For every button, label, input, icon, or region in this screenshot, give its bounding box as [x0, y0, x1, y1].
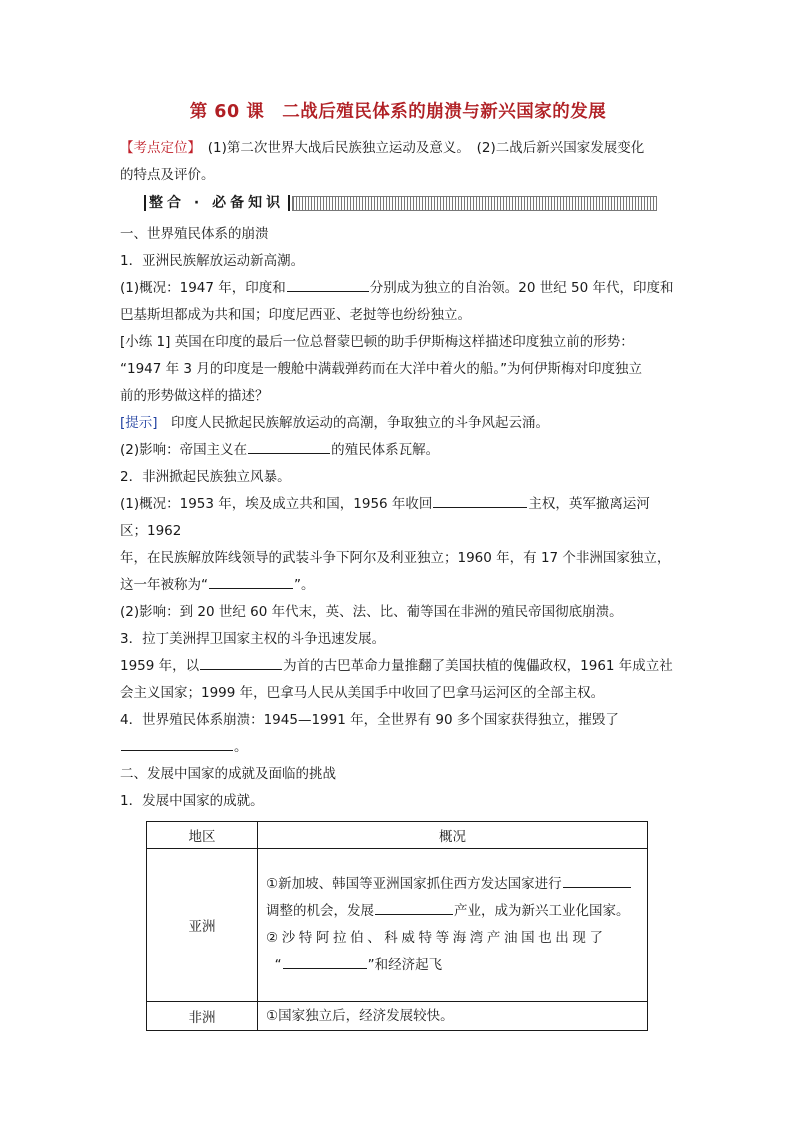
table-header-region: 地区 [147, 822, 258, 849]
table-header-overview: 概况 [258, 822, 648, 849]
fill-blank[interactable] [283, 953, 367, 969]
asia-overview-cont: 巴基斯坦都成为共和国；印度尼西亚、老挝等也纷纷独立。 [120, 307, 471, 323]
collapse-line-1: 4．世界殖民体系崩溃：1945—1991 年，全世界有 90 多个国家获得独立，摧毁了 [120, 712, 619, 728]
hint-tag: [提示] [120, 415, 158, 431]
asia-overview: (1)概况：1947 年，印度和 分别成为独立的自治领。20 世纪 50 年代，印度和 [120, 275, 676, 302]
fill-blank[interactable] [121, 735, 233, 751]
document-page [120, 92, 676, 1031]
exam-focus-line-2: 的特点及评价。 [120, 167, 215, 183]
asia-impact: (2)影响：帝国主义在 的殖民体系瓦解。 [120, 437, 676, 464]
section1-heading: 一、世界殖民体系的崩溃 [120, 226, 269, 242]
region-cell: 非洲 [147, 1002, 258, 1031]
table-row [147, 1002, 648, 1031]
fill-blank[interactable] [433, 492, 527, 508]
exam-focus-text: (1)第二次世界大战后民族独立运动及意义。 (2)二战后新兴国家发展变化 [194, 140, 645, 156]
knowledge-banner [144, 191, 676, 215]
section2-heading: 二、发展中国家的成就及面临的挑战 [120, 766, 336, 782]
region-cell: 亚洲 [147, 849, 258, 1002]
collapse-line-2: 。 [120, 734, 676, 761]
exam-focus-tag: 【考点定位】 [120, 140, 195, 156]
table-header-row [147, 822, 648, 849]
exercise-1-line-1: [小练 1] 英国在印度的最后一位总督蒙巴顿的助手伊斯梅这样描述印度独立前的形势： [120, 334, 634, 350]
fill-blank[interactable] [248, 438, 330, 454]
asia-heading: 1．亚洲民族解放运动新高潮。 [120, 253, 305, 269]
africa-impact: (2)影响：到 20 世纪 60 年代末，英、法、比、葡等国在非洲的殖民帝国彻底崩溃。 [120, 604, 623, 620]
exercise-1-line-2: “1947 年 3 月的印度是一艘舱中满载弹药而在大洋中着火的船。”为何伊斯梅对印度独立 [120, 361, 643, 377]
africa-overview-cont: 年，在民族解放阵线领导的武装斗争下阿尔及利亚独立；1960 年，有 17 个非洲国家独立， [120, 550, 671, 566]
overview-cell: ①新加坡、韩国等亚洲国家抓住西方发达国家进行 调整的机会，发展 产业，成为新兴工业化国家。 ②沙特阿拉伯、科威特等海湾产油国也出现了 “ ”和经济起飞 [258, 849, 648, 1002]
hint-text: 印度人民掀起民族解放运动的高潮，争取独立的斗争风起云涌。 [157, 415, 550, 431]
fill-blank[interactable] [375, 899, 453, 915]
table-row [147, 849, 648, 1002]
fill-blank[interactable] [287, 276, 369, 292]
latin-line-2: 会主义国家；1999 年，巴拿马人民从美国手中收回了巴拿马运河区的全部主权。 [120, 685, 605, 701]
banner-hatch-bar [292, 196, 657, 211]
overview-cell: ①国家独立后，经济发展较快。 [258, 1002, 648, 1031]
fill-blank[interactable] [563, 872, 631, 888]
africa-overview: (1)概况：1953 年，埃及成立共和国，1956 年收回 主权，英军撤离运河区；1962 [120, 491, 676, 545]
achievements-table [146, 821, 648, 1031]
latin-heading: 3．拉丁美洲捍卫国家主权的斗争迅速发展。 [120, 631, 386, 647]
banner-label: 整合 · 必备知识 [144, 195, 290, 211]
fill-blank[interactable] [209, 573, 293, 589]
hint-line [120, 410, 676, 437]
achievements-heading: 1．发展中国家的成就。 [120, 793, 264, 809]
exercise-1-line-3: 前的形势做这样的描述？ [120, 388, 269, 404]
exam-focus-line [120, 135, 676, 162]
latin-line-1: 1959 年，以 为首的古巴革命力量推翻了美国扶植的傀儡政权，1961 年成立社 [120, 653, 676, 680]
africa-heading: 2．非洲掀起民族独立风暴。 [120, 469, 291, 485]
lesson-title: 第 60 课 二战后殖民体系的崩溃与新兴国家的发展 [189, 102, 607, 122]
fill-blank[interactable] [200, 654, 282, 670]
africa-overview-end: 这一年被称为“ ”。 [120, 572, 676, 599]
